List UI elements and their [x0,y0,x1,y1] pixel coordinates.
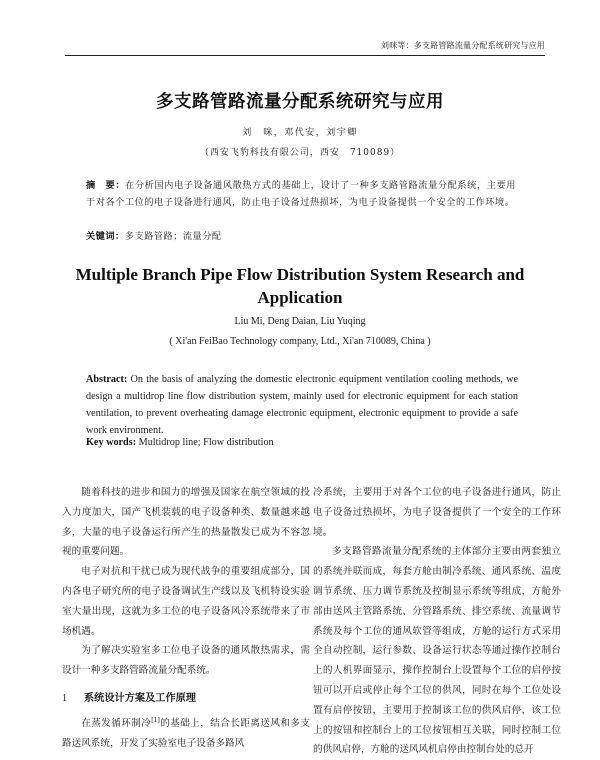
chinese-keywords [86,228,516,242]
body-column-left [62,483,310,753]
english-keywords-text: Multidrop line; Flow distribution [136,437,274,448]
english-abstract-text: On the basis of analyzing the domestic electronic equipment ventilation cooling methods, we design a multidrop line flow distribution system, mainly used for electronic equipment for each station ventilation, to prevent overheating damage electronic equipment, electronic equipment to provide a safe work environment. [86,374,518,436]
english-abstract-label: Abstract: [86,374,128,385]
chinese-abstract [86,178,516,211]
paragraph-text: 在蒸发循环制冷 [81,717,152,729]
chinese-title: 多支路管路流量分配系统研究与应用 [156,92,444,112]
paragraph: 电子对抗和干扰已成为现代战争的重要组成部分，国内各电子研究所的电子设备调试生产线以及飞机特设实验室大量出现，这就为多工位的电子设备风冷系统带来了市场机遇。 [62,566,310,637]
body-column-right [313,483,561,760]
english-abstract [86,371,518,439]
paragraph: 为了解决实验室多工位电子设备的通风散热需求，需设计一种多支路管路流量分配系统。 [62,645,310,677]
running-head: 刘咪等：多支路管路流量分配系统研究与应用 [381,41,545,50]
english-title: Multiple Branch Pipe Flow Distribution System Research and Application [75,265,525,307]
english-keywords-label: Key words: [86,437,137,448]
paragraph [62,714,310,754]
chinese-affiliation: （西安飞豹科技有限公司，西安 710089） [199,148,401,158]
section-number: 1 [62,692,68,704]
english-affiliation: ( Xi'an FeiBao Technology company, Ltd., Xi'an 710089, China ) [169,336,431,347]
chinese-keywords-label: 关键词： [86,231,125,242]
paragraph-text: 的基础上，结合长距离送风和多支路送风系统，开发了实验室电子设备多路风 [62,717,311,749]
header-rule [65,55,545,56]
citation-ref: [1] [151,716,160,724]
section-heading [62,689,310,709]
chinese-abstract-label: 摘 要： [86,180,126,191]
chinese-abstract-text: 在分析国内电子设备通风散热方式的基础上，设计了一种多支路管路流量分配系统，主要用于对各个工位的电子设备进行通风，防止电子设备过热损坏，为电子设备提供一个安全的工作环境。 [86,180,516,208]
chinese-keywords-text: 多支路管路；流量分配 [124,231,222,242]
section-title: 系统设计方案及工作原理 [84,692,197,704]
english-keywords [86,437,518,448]
paragraph: 多支路管路流量分配系统的主体部分主要由两套独立的系统并联而成，每套方舱由制冷系统、通风系统、温度调节系统、压力调节系统及控制显示系统等组成，方舱外部由送风主管路系统、分管路系统、排空系统、流量调节系统及每个工位的通风软管等组成，方舱的运行方式采用全自动控制，运行参数、设备运行状态等通过操作控制台上的人机界面显示，操作控制台上设置每个工位的启停按钮可以开启或停止每个工位的供风，同时在每个工位处设置有启停按钮，主要用于控制该工位的供风启停，该工位上的按钮和控制台上的工位按钮相互关联，同时控制工位的供风启停，方舱的送风风机启停由控制台处的总开 [313,546,561,756]
paragraph: 冷系统，主要用于对各个工位的电子设备进行通风，防止电子设备过热损坏，为电子设备提供了一个安全的工作环境。 [313,487,561,538]
paragraph: 随着科技的进步和国力的增强及国家在航空领域的投入力度加大，国产飞机装载的电子设备种类、数量越来越多，大量的电子设备运行所产生的热量散发已成为不容忽视的重要问题。 [62,487,310,558]
english-authors: Liu Mi, Deng Daian, Liu Yuqing [234,316,366,327]
chinese-authors: 刘 咪，邓代安，刘宇卿 [242,128,358,138]
